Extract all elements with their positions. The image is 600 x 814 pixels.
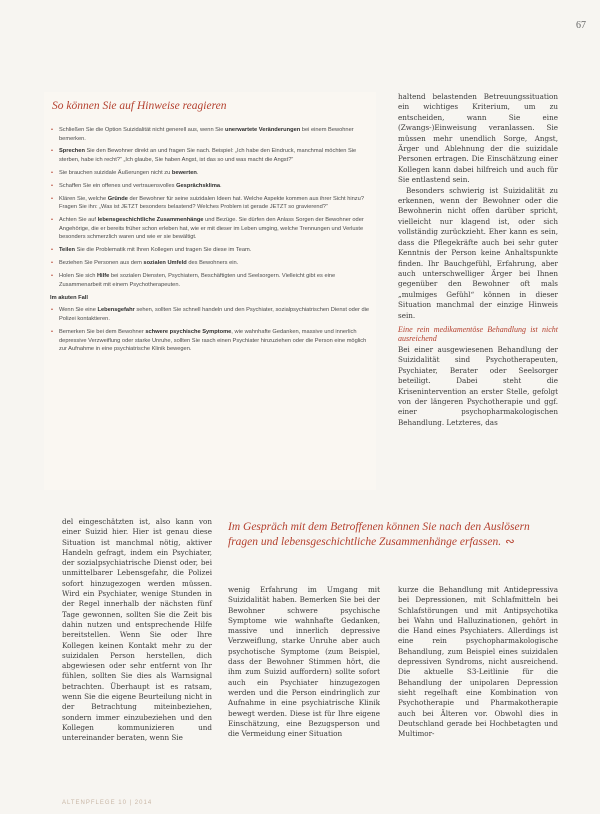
hint-text: , wie wahnhafte Gedanken, massive und innerlich depressive Verzweiflung oder starke Unruhe, sollten Sie rasch einen Psychiater hinzuziehen oder die Person eine möglich zur Aufnahme in eine psychiatrische Klinik bewegen. (59, 328, 367, 353)
hint-list-item (50, 272, 372, 289)
body-paragraph: Bei einer ausgewiesenen Behandlung der Suizidalität sind Psychotherapeuten, Psychiater, Berater oder Seelsorger beteiligt. Dabei steht die Krisenintervention an erster Stelle, gefolgt von der längeren Psychotherapie und ggf. einer psychopharmakologischen Behandlung. Letzteres, das (398, 344, 558, 427)
hint-text: Schließen Sie die Option Suizidalität nicht generell aus, wenn Sie (59, 127, 225, 133)
bottom-middle-column: wenig Erfahrung im Umgang mit Suizidalität haben. Bemerken Sie bei der Bewohner schwere psychische Symptome wie wahnhafte Gedanken, massive und innerlich depressive Verzweiflung, starke Unruhe aber auch psychotische Symptome (zum Beispiel, dass der Bewohner Stimmen hört, die ihm zum Suizid auffordern) sollte sofort auch ein Psychiater hinzugezogen werden und die Person eindringlich zur Aufnahme in eine psychiatrische Klinik bewegt werden. Diese ist für Ihre eigene Einschätzung, eine Bezugsperson und die Vermeidung einer Situation (228, 585, 380, 739)
hint-text: bei einem Bewohner bemerken. (59, 127, 354, 142)
hint-emphasis: Gründe (107, 195, 128, 202)
hint-list-item (50, 306, 372, 323)
hint-text: und Bezüge. Sie dürfen den Anlass Sorgen der Bewohner oder Angehörige, die er bereits früher schon erleben hat, wie er mit dieser im Leben umging, welche Trennungen und Verluste besonders schmerzlich waren und wie er sie bewältigt. (59, 217, 364, 241)
hint-text: Sie brauchen suizidale Äußerungen nicht zu (59, 169, 172, 176)
hint-emphasis: Sprechen (59, 148, 85, 155)
hint-list-item (50, 195, 372, 212)
hint-text: Bemerken Sie bei dem Bewohner (59, 328, 146, 335)
hint-text: Sie den Bewohner direkt an und fragen Sie nach. Beispiel: „Ich habe den Eindruck, manchmal möchten Sie sterben, habe ich recht?“ „Ich glaube, Sie haben Angst, ist das so und was macht die Angst?“ (59, 148, 357, 164)
page-number: 67 (576, 20, 586, 31)
hint-list-item (50, 126, 372, 143)
body-paragraph: haltend belastenden Betreuungssituation ein wichtiges Kriterium, um zu entscheiden, wann Sie eine (Zwangs-)Einweisung veranlassen. Sie müssen mehr unendlich Sorge, Angst, Ärger und Ablehnung der die suizidale Personen ertragen. Die Einschätzung einer Kollegen kann dabei hilfreich und auch für Sie entlastend sein. (398, 92, 558, 185)
right-column-top (398, 92, 558, 428)
hint-emphasis: sozialen Umfeld (143, 260, 187, 267)
hint-list-item (50, 259, 372, 268)
hint-text: . (220, 182, 222, 189)
hint-text: . (196, 169, 199, 176)
hint-emphasis: lebensgeschichtliche Zusammenhänge (97, 217, 204, 224)
subheading: Eine rein medikamentöse Behandlung ist nicht ausreichend (398, 324, 558, 344)
bottom-right-column: kurze die Behandlung mit Antidepressiva bei Depressionen, mit Schlafmitteln bei Schlafstörungen und mit Antipsychotika bei Wahn und Halluzinationen, gehört in die Hand eines Psychiaters. Allerdings ist eine rein psychopharmakologische Behandlung, zum Beispiel eines suizidalen depressiven Syndroms, nicht ausreichend. Die aktuelle S3-Leitlinie für die Behandlung der unipolaren Depression sieht regelhaft eine Kombination von Psychotherapie und Pharmakotherapie auch bei Älteren vor. Obwohl dies in Deutschland gerade bei Hochbetagten und Multimor- (398, 585, 558, 739)
swirl-ornament-icon: ∾ (505, 535, 515, 548)
acute-case-heading: Im akuten Fall (50, 294, 88, 301)
footer-logo: ALTENPFLEGE 10 | 2014 (62, 800, 153, 806)
hint-list-item (50, 169, 372, 178)
hint-list (50, 126, 372, 358)
hint-text: Beziehen Sie Personen aus dem (59, 260, 144, 267)
hint-emphasis: Gesprächsklima (176, 182, 221, 189)
hint-list-item (50, 182, 372, 191)
hint-text: Klären Sie, welche (59, 195, 108, 202)
hint-text: Sie die Problematik mit Ihren Kollegen und tragen Sie diese im Team. (75, 247, 252, 254)
hint-text: des Bewohners ein. (186, 260, 239, 267)
hint-text: Achten Sie auf (59, 217, 98, 224)
hint-list-item (50, 328, 372, 354)
hint-box-title: So können Sie auf Hinweise reagieren (52, 100, 227, 112)
hint-list-item (50, 216, 372, 242)
hint-box (44, 92, 376, 490)
hint-text: der Bewohner für seine suizidalen Ideen hat. Welche Aspekte kommen aus ihrer Sicht hinzu? Fragen Sie ihn: „Was ist JETZT besonders belastend? Welches Problem ist gerade JETZT so gravierend?“ (59, 195, 364, 211)
hint-emphasis: bewerten (171, 169, 197, 176)
hint-list-item (50, 246, 372, 255)
hint-text: sehen, sollten Sie schnell handeln und den Psychiater, sozialpsychiatrischen Dienst oder die Polizei kontaktieren. (59, 307, 370, 323)
hint-list-item (50, 147, 372, 164)
bottom-left-column: del eingeschätzten ist, also kann von einer Suizid hier. Hier ist genau diese Situation ist manchmal nötig, aktiver Handeln gefragt, indem ein Psychiater, der sozialpsychiatrische Dienst oder, bei unmittelbarer Lebensgefahr, die Polizei sofort hinzugezogen werden müssen. Wird ein Psychiater, wenige Stunden in der Regel innerhalb der nächsten fünf Tage gewonnen, sollten Sie die Zeit bis dahin nutzen und entsprechende Hilfe bereitstellen. Wenn Sie oder Ihre Kollegen keinen Kontakt mehr zu der suizidalen Person herstellen, dich abgewiesen oder sehr entfernt von Ihr fühlen, sollten Sie dies als Warnsignal betrachten. Überhaupt ist es ratsam, wenn Sie die eigene Beurteilung nicht in der Betrachtung miteinbeziehen, sondern immer einzubeziehen und den Kollegen kommunizieren und untereinander beraten, wenn Sie (62, 517, 212, 743)
hint-emphasis: Teilen (59, 247, 76, 254)
hint-emphasis: Lebensgefahr (97, 307, 135, 314)
hint-emphasis: Hilfe (96, 273, 110, 280)
body-paragraph: Besonders schwierig ist Suizidalität zu erkennen, wenn der Bewohner oder die Bewohnerin nicht offen darüber spricht, vielleicht nur klagend ist, oder sich vollständig zurückzieht. Eher kann es sein, dass die Pflegekräfte auch bei sehr guter Kenntnis der Person keine Anhaltspunkte finden. Ihr Bauchgefühl, Erfahrung, aber auch unterschwelliger Ärger bei Ihnen gegenüber den Bewohner oft mals „mulmiges Gefühl“ können in dieser Situation manchmal der einzige Hinweis sein. (398, 185, 558, 320)
pull-quote (228, 520, 558, 549)
hint-text: bei sozialen Diensten, Psychiatern, Beschäftigten und Seelsorgern. Vielleicht gibt es eine Zusammenarbeit mit einem Psychotherapeuten. (59, 273, 336, 288)
hint-text: Wenn Sie eine (59, 307, 98, 314)
hint-text: Schaffen Sie ein offenes und vertrauensvolles (59, 182, 177, 189)
pull-quote-text: Im Gespräch mit dem Betroffenen können Sie nach den Auslösern fragen und lebensgeschichtliche Zusammenhänge erfassen. (228, 521, 530, 548)
hint-emphasis: schwere psychische Symptome (145, 328, 232, 335)
hint-emphasis: unerwartete Veränderungen (224, 127, 301, 133)
hint-text: Holen Sie sich (59, 273, 97, 280)
